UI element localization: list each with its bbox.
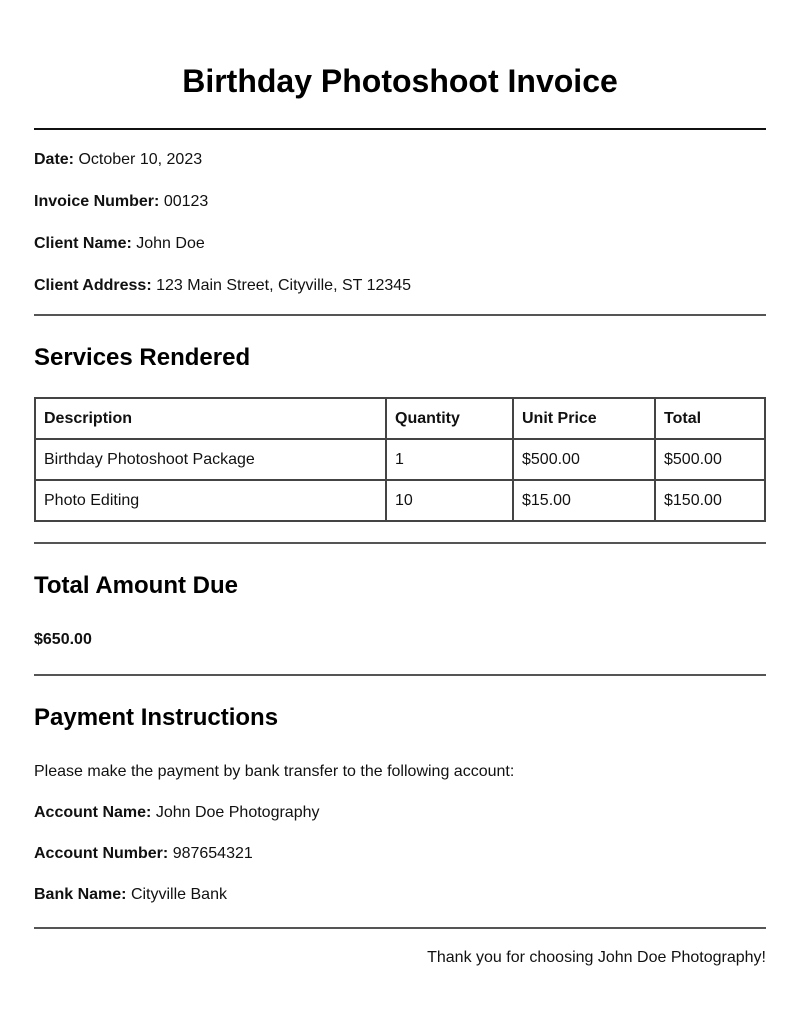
cell-description: Birthday Photoshoot Package <box>35 439 386 480</box>
client-name-label: Client Name: <box>34 235 132 252</box>
page-title: Birthday Photoshoot Invoice <box>182 63 618 99</box>
cell-unit-price: $15.00 <box>513 480 655 521</box>
payment-section <box>34 676 766 905</box>
bank-name-label: Bank Name: <box>34 886 127 903</box>
column-header-total: Total <box>655 398 765 439</box>
invoice-number-label: Invoice Number: <box>34 193 160 210</box>
bank-name-field <box>34 885 766 905</box>
cell-total: $150.00 <box>655 480 765 521</box>
date-label: Date: <box>34 151 75 168</box>
client-address-label: Client Address: <box>34 277 152 294</box>
cell-quantity: 1 <box>386 439 513 480</box>
cell-quantity: 10 <box>386 480 513 521</box>
invoice-page <box>34 0 766 968</box>
cell-description: Photo Editing <box>35 480 386 521</box>
total-amount: $650.00 <box>34 631 92 648</box>
payment-intro: Please make the payment by bank transfer to the following account: <box>34 763 515 780</box>
table-header-row <box>35 398 765 439</box>
total-heading: Total Amount Due <box>34 572 238 599</box>
invoice-meta <box>34 130 766 296</box>
account-number-field <box>34 844 766 864</box>
client-address-field <box>34 276 766 296</box>
date-field <box>34 150 766 170</box>
thank-you-note: Thank you for choosing John Doe Photography! <box>427 949 766 966</box>
account-name-field <box>34 803 766 823</box>
column-header-quantity: Quantity <box>386 398 513 439</box>
cell-unit-price: $500.00 <box>513 439 655 480</box>
account-number-value: 987654321 <box>172 845 253 862</box>
column-header-description: Description <box>35 398 386 439</box>
column-header-unit-price: Unit Price <box>513 398 655 439</box>
account-number-label: Account Number: <box>34 845 169 862</box>
payment-heading: Payment Instructions <box>34 704 279 731</box>
account-name-label: Account Name: <box>34 804 152 821</box>
bank-name-value: Cityville Bank <box>130 886 227 903</box>
invoice-number-value: 00123 <box>163 193 209 210</box>
client-address-value: 123 Main Street, Cityville, ST 12345 <box>156 277 412 294</box>
invoice-number-field <box>34 192 766 212</box>
cell-total: $500.00 <box>655 439 765 480</box>
client-name-field <box>34 234 766 254</box>
table-row <box>35 439 765 480</box>
table-row <box>35 480 765 521</box>
account-name-value: John Doe Photography <box>155 804 320 821</box>
client-name-value: John Doe <box>136 235 205 252</box>
services-heading: Services Rendered <box>34 344 251 371</box>
services-section <box>34 316 766 542</box>
total-section <box>34 544 766 650</box>
services-table <box>34 397 766 522</box>
date-value: October 10, 2023 <box>78 151 203 168</box>
